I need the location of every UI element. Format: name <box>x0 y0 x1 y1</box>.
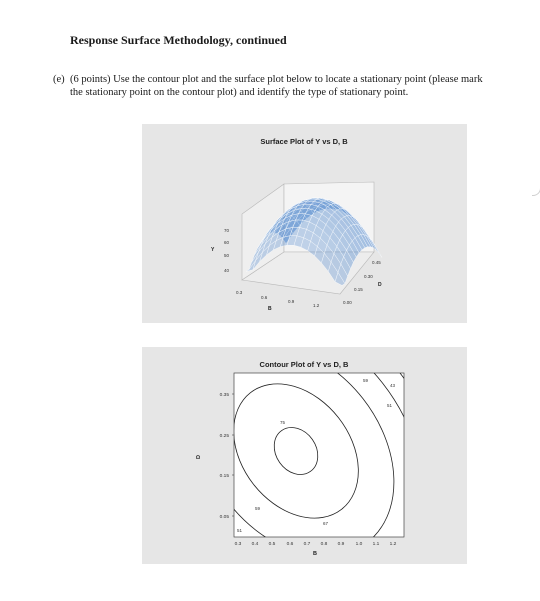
x-tick-label: 0.6 <box>286 542 294 547</box>
contour-label-67: 67 <box>323 521 329 526</box>
contour-label-51-lower: 51 <box>237 528 243 533</box>
contour-plot-panel <box>142 347 467 564</box>
scrollbar-track[interactable] <box>532 0 540 196</box>
x-tick-label: 1.2 <box>313 303 320 308</box>
y-tick-label: 0.05 <box>219 515 229 520</box>
y-tick-label: 0.35 <box>219 393 229 398</box>
x-tick-label: 1.2 <box>389 542 397 547</box>
x-tick-label: 0.3 <box>236 290 243 295</box>
surface-plot-panel <box>142 124 467 323</box>
x-tick-label: 0.3 <box>234 542 242 547</box>
x-axis-label: B <box>268 306 272 312</box>
contour-label-43: 43 <box>390 383 396 388</box>
z-tick-label: 70 <box>224 228 230 233</box>
z-tick-label: 40 <box>224 268 230 273</box>
x-tick-label: 0.5 <box>268 542 276 547</box>
x-tick-label: 0.6 <box>261 295 268 300</box>
contour-label-59-lower: 59 <box>255 506 261 511</box>
contour-label-51: 51 <box>387 403 393 408</box>
contour-plot <box>142 347 467 564</box>
contour-plot-title: Contour Plot of Y vs D, B <box>259 360 349 369</box>
y-tick-label: 0.00 <box>343 300 352 305</box>
section-heading: Response Surface Methodology, continued <box>70 33 287 47</box>
x-tick-label: 0.4 <box>251 542 259 547</box>
contour-label-59: 59 <box>363 378 369 383</box>
z-tick-label: 50 <box>224 253 230 258</box>
y-axis-label: D <box>378 282 382 288</box>
z-axis-label: Y <box>211 247 215 253</box>
y-tick-label: 0.30 <box>364 274 373 279</box>
x-tick-label: 0.9 <box>288 299 295 304</box>
y-tick-label: 0.25 <box>219 434 229 439</box>
surface-plot <box>142 124 467 323</box>
x-tick-label: 0.9 <box>337 542 345 547</box>
contour-plot-area <box>234 373 404 537</box>
z-tick-label: 60 <box>224 240 230 245</box>
surface-plot-title: Surface Plot of Y vs D, B <box>260 137 348 146</box>
y-tick-label: 0.15 <box>219 474 229 479</box>
y-tick-label: 0.15 <box>354 287 363 292</box>
x-tick-label: 0.8 <box>320 542 328 547</box>
x-tick-label: 1.0 <box>355 542 363 547</box>
contour-label-75: 75 <box>280 420 286 425</box>
y-axis-label: D <box>196 455 202 459</box>
y-tick-label: 0.45 <box>372 260 381 265</box>
question-text: (6 points) Use the contour plot and the surface plot below to locate a stationary point (please mark the stationary point on the contour plot) and identify the type of stationary point. <box>70 74 483 98</box>
x-tick-label: 0.7 <box>303 542 311 547</box>
question-label: (e) <box>53 74 65 85</box>
x-tick-label: 1.1 <box>372 542 380 547</box>
x-axis-label: B <box>313 551 317 557</box>
